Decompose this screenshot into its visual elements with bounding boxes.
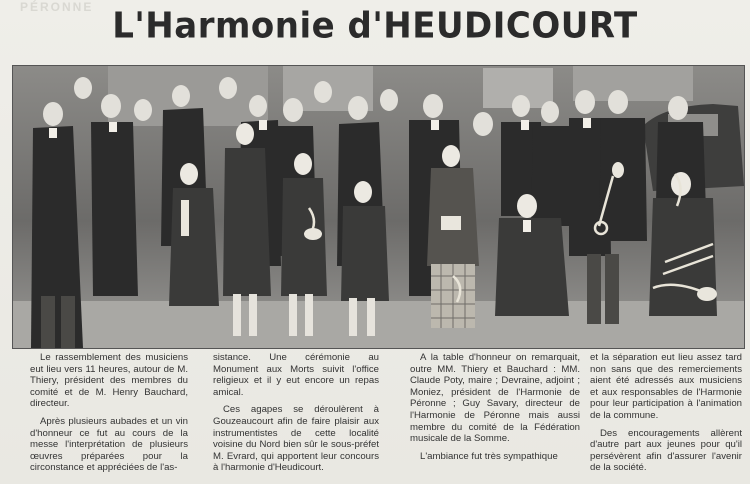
article-column-4	[590, 352, 742, 482]
paragraph: Après plusieurs aubades et un vin d'honneur ce fut au cours de la messe l'interprétation de plusieurs œuvres préparées pour la circonstance et appréciées de l'as-	[30, 415, 188, 474]
paragraph: Ces agapes se déroulèrent à Gouzeaucourt afin de faire plaisir aux instrumentistes de cette localité voisine du Nord bien sûr le sous-préfet M. Evrard, qui apportent leur concours à l'harmonie d'Heudicourt.	[213, 404, 379, 474]
masthead-fragment: PÉRONNE	[20, 0, 94, 14]
paragraph: et la séparation eut lieu assez tard non sans que des remerciements aient été adressés aux musiciens et aux responsables de l'Harmonie pour leur participation à l'animation de la commune.	[590, 352, 742, 421]
paragraph: L'ambiance fut très sympathique	[420, 450, 558, 462]
article-column-3	[410, 352, 580, 482]
paragraph: sistance. Une cérémonie au Monument aux Morts suivit l'office religieux et il y eut encore un repas amical.	[213, 352, 379, 398]
article-headline: L'Harmonie d'HEUDICOURT	[112, 5, 638, 47]
article-column-2	[213, 352, 379, 482]
paragraph: Le rassemblement des musiciens eut lieu vers 11 heures, autour de M. Thiery, président des membres du comité et de M. Henry Bauchard, directeur.	[30, 352, 188, 410]
band-photo-illustration	[13, 66, 744, 348]
group-photograph	[12, 65, 745, 349]
paragraph: Des encouragements allèrent d'autre part aux jeunes pour qu'il persévèrent afin d'assurer l'avenir de la société.	[590, 427, 742, 474]
article-column-1	[30, 352, 188, 482]
paragraph: A la table d'honneur on remarquait, outre MM. Thiery et Bauchard : MM. Claude Poty, maire ; Devraine, adjoint ; Moniez, président de l'Harmonie de Péronne ; Guy Savary, directeur de l'Harmonie de Péronne mais aussi membre du comité de la Fédération musicale de la Somme.	[410, 352, 580, 445]
article-body	[30, 352, 742, 482]
